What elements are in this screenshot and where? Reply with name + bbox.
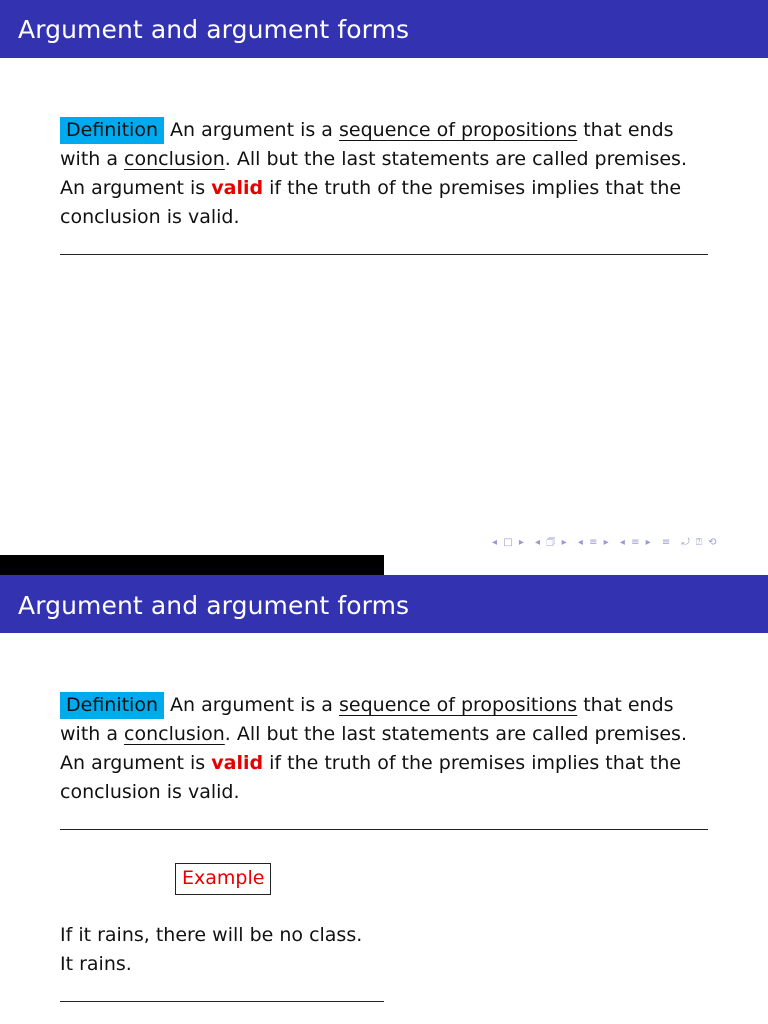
definition-text-1: An argument is a: [164, 694, 339, 716]
definition-paragraph: [60, 691, 710, 807]
definition-paragraph: [60, 116, 710, 232]
example-label-box: Example: [175, 863, 271, 895]
definition-term-sequence: sequence of propositions: [339, 119, 578, 141]
definition-text-4: if the truth of the premises implies that the conclusion is valid.: [60, 177, 682, 228]
slide-title: Argument and argument forms: [18, 15, 410, 44]
definition-text-3: . All but the last statements are called premises. An argument is: [60, 723, 687, 774]
definition-term-sequence: sequence of propositions: [339, 694, 578, 716]
horizontal-rule: [60, 829, 708, 830]
beamer-navigation: [492, 535, 723, 551]
definition-label: Definition: [60, 692, 164, 719]
definition-text-1: An argument is a: [164, 119, 339, 141]
definition-valid-word: valid: [211, 752, 264, 774]
definition-text-3: . All but the last statements are called premises. An argument is: [60, 148, 687, 199]
example-premise-2: It rains.: [60, 953, 132, 975]
definition-text-2: that ends with a: [60, 119, 674, 170]
nav-document-icon[interactable]: ≡: [661, 537, 672, 548]
slide-divider-strip: [0, 555, 384, 575]
definition-valid-word: valid: [211, 177, 264, 199]
nav-search-back-icon[interactable]: ⤾ ⍰ ⟲: [681, 537, 718, 548]
definition-text-2: that ends with a: [60, 694, 674, 745]
slide-divider-blank: [384, 555, 768, 575]
definition-term-conclusion: conclusion: [124, 723, 225, 745]
definition-label: Definition: [60, 117, 164, 144]
definition-text-4: if the truth of the premises implies that the conclusion is valid.: [60, 752, 682, 803]
slide-2: [0, 555, 768, 1024]
nav-subsection-icon[interactable]: ◂ 🗇 ▸: [535, 537, 569, 548]
premise-rule: [60, 1001, 384, 1002]
nav-section-icon-2[interactable]: ◂ ≡ ▸: [619, 537, 653, 548]
nav-section-icon[interactable]: ◂ ≡ ▸: [577, 537, 611, 548]
slide-header: [0, 0, 768, 58]
definition-term-conclusion: conclusion: [124, 148, 225, 170]
nav-frame-icon[interactable]: ◂ □ ▸: [492, 537, 526, 548]
example-premise-1: If it rains, there will be no class.: [60, 924, 363, 946]
slide-title: Argument and argument forms: [18, 591, 410, 620]
horizontal-rule: [60, 254, 708, 255]
